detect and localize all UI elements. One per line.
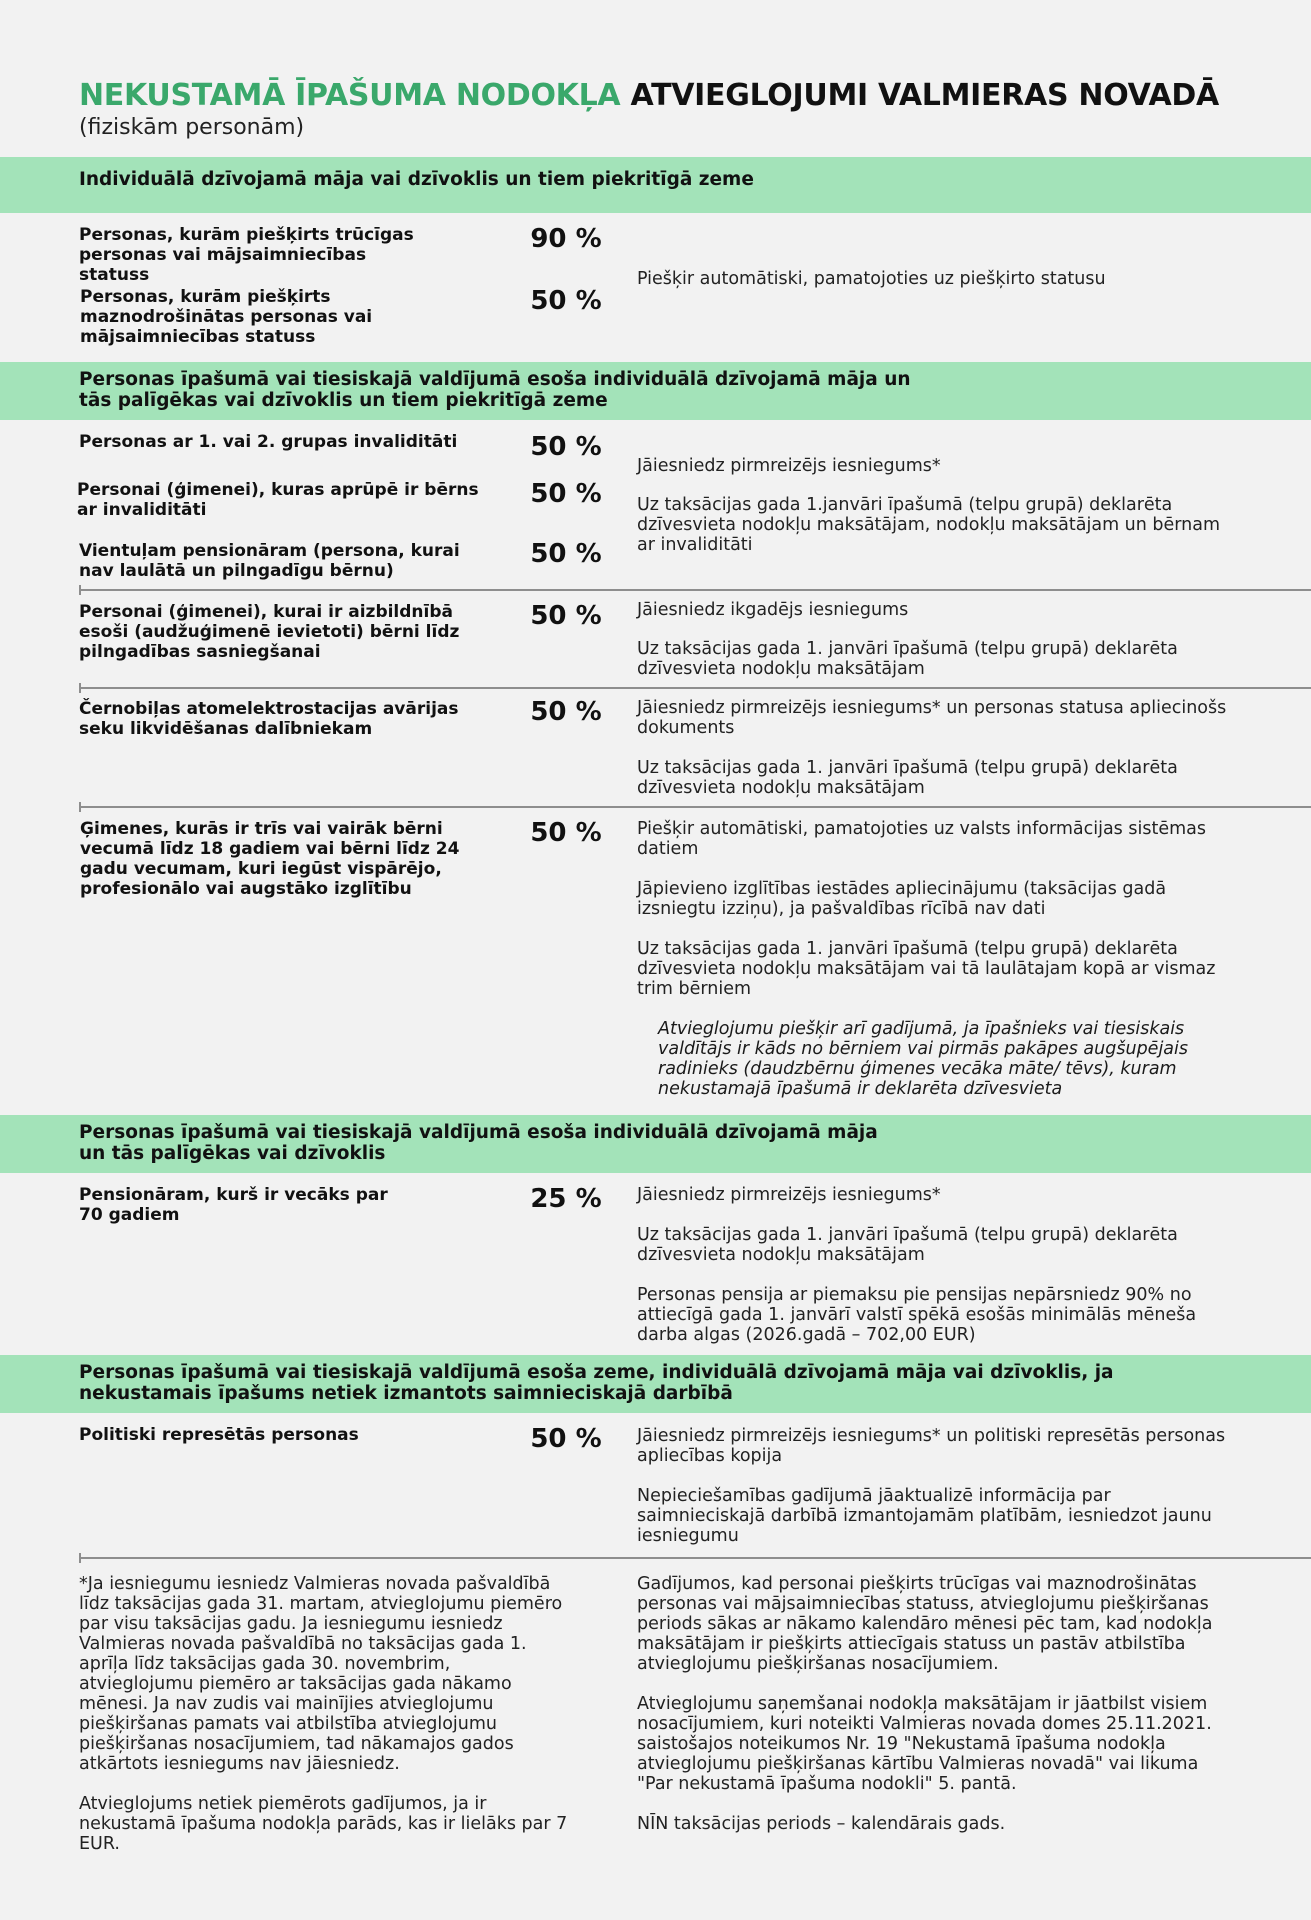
pensioner-70-label: Pensionāram, kurš ir vecāks par 70 gadiem	[79, 1185, 388, 1225]
invalidity-label: Personas ar 1. vai 2. grupas invaliditāti	[79, 432, 458, 452]
child-invalidity-percent: 50 %	[530, 479, 602, 509]
section-4-heading-line-1: Personas īpašumā vai tiesiskajā valdījumā esoša zeme, individuālā dzīvojamā māja vai dzīvoklis, ja	[79, 1362, 1114, 1383]
chernobyl-label: Černobiļas atomelektrostacijas avārijas seku likvidēšanas dalībniekam	[79, 699, 459, 739]
footer-left	[79, 1574, 569, 1874]
section-1-heading: Individuālā dzīvojamā māja vai dzīvoklis un tiem piekritīgā zeme	[79, 169, 754, 190]
section-2-heading	[79, 369, 911, 411]
page-title	[79, 78, 1219, 114]
divider	[79, 806, 1311, 808]
group-3-description-2: Uz taksācijas gada 1. janvāri īpašumā (telpu grupā) deklarēta dzīvesvieta nodokļu maksātājam	[637, 758, 1178, 798]
footer-right-paragraph-2: Atvieglojumu saņemšanai nodokļa maksātājam ir jāatbilst visiem nosacījumiem, kuri noteikti Valmieras novada domes 25.11.2021. saistošajos noteikumos Nr. 19 "Nekustamā īpašuma nodokļa atvieglojumu piešķiršanas kārtību Valmieras novadā" vai likuma "Par nekustamā īpašuma nodokli" 5. pantā.	[637, 1694, 1212, 1794]
section-1-row-1-label: Personas, kurām piešķirts trūcīgas personas vai mājsaimniecības statuss	[79, 225, 414, 285]
section-4-heading	[79, 1362, 1114, 1404]
footer-left-paragraph-1: *Ja iesniegumu iesniedz Valmieras novada pašvaldībā līdz taksācijas gada 31. martam, atvieglojumu piemēro par visu taksācijas gadu. Ja iesniegumu iesniedz Valmieras novada pašvaldībā no taksācijas gada 1. aprīļa līdz taksācijas gada 30. novembrim, atvieglojumu piemēro ar taksācijas gada nākamo mēnesi. Ja nav zudis vai mainījies atvieglojumu piešķiršanas pamats vai atbilstība atvieglojumu piešķiršanas nosacījumiem, tad nākamajos gados atkārtots iesniegums nav jāiesniedz.	[79, 1574, 563, 1774]
section-2-heading-band	[0, 362, 1311, 420]
footer-right-paragraph-3: NĪN taksācijas periods – kalendārais gads.	[637, 1814, 1006, 1834]
section-4-description-2: Nepieciešamības gadījumā jāaktualizē informācija par saimnieciskajā darbībā izmantojamām platībām, iesniedzot jaunu iesniegumu	[637, 1486, 1212, 1546]
group-4-note: Atvieglojumu piešķir arī gadījumā, ja īpašnieks vai tiesiskais valdītājs ir kāds no bērniem vai pirmās pakāpes augšupējais radinieks (daudzbērnu ģimenes vecāka māte/ tēvs), kuram nekustamajā īpašumā ir deklarēta dzīvesvieta	[658, 1019, 1189, 1099]
title-rest: ATVIEGLOJUMI VALMIERAS NOVADĀ	[630, 78, 1219, 113]
section-1-row-1-percent: 90 %	[530, 224, 602, 254]
repressed-persons-label: Politiski represētās personas	[79, 1425, 359, 1445]
section-1-row-2-label: Personas, kurām piešķirts maznodrošinātas personas vai mājsaimniecības statuss	[80, 287, 373, 347]
section-3-description-3: Personas pensija ar piemaksu pie pensijas nepārsniedz 90% no attiecīgā gada 1. janvārī valstī spēkā esošās minimālās mēneša darba algas (2026.gadā – 702,00 EUR)	[637, 1285, 1197, 1345]
section-3-heading	[79, 1122, 878, 1164]
section-1-row-2-percent: 50 %	[530, 286, 602, 316]
group-4-description-2: Jāpievieno izglītības iestādes apliecinājumu (taksācijas gadā izsniegtu izziņu), ja pašvaldības rīcībā nav dati	[637, 879, 1167, 919]
section-4-heading-band	[0, 1355, 1311, 1413]
section-3-heading-line-2: un tās palīgēkas vai dzīvoklis	[79, 1143, 386, 1164]
divider	[79, 1557, 1311, 1559]
divider	[79, 687, 1311, 689]
section-3-description-1: Jāiesniedz pirmreizējs iesniegums*	[637, 1185, 941, 1205]
repressed-persons-percent: 50 %	[530, 1424, 602, 1454]
group-2-description-2: Uz taksācijas gada 1. janvāri īpašumā (telpu grupā) deklarēta dzīvesvieta nodokļu maksātājam	[637, 639, 1178, 679]
invalidity-percent: 50 %	[530, 432, 602, 462]
page-subtitle: (fiziskām personām)	[79, 115, 305, 140]
lonely-pensioner-percent: 50 %	[530, 539, 602, 569]
group-4-description-3: Uz taksācijas gada 1. janvāri īpašumā (telpu grupā) deklarēta dzīvesvieta nodokļu maksātājam vai tā laulātajam kopā ar vismaz trim bērniem	[637, 939, 1216, 999]
title-highlight: NEKUSTAMĀ ĪPAŠUMA NODOKĻA	[79, 78, 621, 113]
section-2-heading-line-2: tās palīgēkas vai dzīvoklis un tiem piekritīgā zeme	[79, 390, 608, 411]
section-3-heading-line-1: Personas īpašumā vai tiesiskajā valdījumā esoša individuālā dzīvojamā māja	[79, 1122, 878, 1143]
section-1-description: Piešķir automātiski, pamatojoties uz piešķirto statusu	[637, 269, 1106, 289]
page-header	[79, 78, 1219, 141]
guardianship-label: Personai (ģimenei), kurai ir aizbildnībā esoši (audžuģimenē ievietoti) bērni līdz pilngadības sasniegšanai	[79, 602, 460, 662]
group-3-description-1: Jāiesniedz pirmreizējs iesniegums* un personas statusa apliecinošs dokuments	[637, 698, 1227, 738]
divider	[79, 589, 1311, 591]
group-4-description-1: Piešķir automātiski, pamatojoties uz valsts informācijas sistēmas datiem	[637, 819, 1206, 859]
footer-right-paragraph-1: Gadījumos, kad personai piešķirts trūcīgas vai maznodrošinātas personas vai mājsaimniecības statuss, atvieglojumu piešķiršanas periods sākas ar nākamo kalendāro mēnesi pēc tam, kad nodokļa maksātājam ir piešķirts attiecīgais statuss un pastāv atbilstība atvieglojumu piešķiršanas nosacījumiem.	[637, 1574, 1213, 1674]
group-2-description-1: Jāiesniedz ikgadējs iesniegums	[637, 600, 909, 620]
footer-left-paragraph-2: Atvieglojums netiek piemērots gadījumos, ja ir nekustamā īpašuma nodokļa parāds, kas ir lielāks par 7 EUR.	[79, 1794, 568, 1854]
pensioner-70-percent: 25 %	[530, 1184, 602, 1214]
section-3-description-2: Uz taksācijas gada 1. janvāri īpašumā (telpu grupā) deklarēta dzīvesvieta nodokļu maksātājam	[637, 1225, 1178, 1265]
group-1-description-2: Uz taksācijas gada 1.janvāri īpašumā (telpu grupā) deklarēta dzīvesvieta nodokļu maksātājam, nodokļu maksātājam un bērnam ar invaliditāti	[637, 495, 1221, 555]
section-3-heading-band	[0, 1115, 1311, 1173]
large-family-label: Ģimenes, kurās ir trīs vai vairāk bērni vecumā līdz 18 gadiem vai bērni līdz 24 gadu vecumam, kuri iegūst vispārējo, profesionālo vai augstāko izglītību	[80, 819, 460, 899]
section-1-heading-band	[0, 157, 1311, 213]
group-1-description-1: Jāiesniedz pirmreizējs iesniegums*	[637, 456, 941, 476]
chernobyl-percent: 50 %	[530, 697, 602, 727]
guardianship-percent: 50 %	[530, 601, 602, 631]
large-family-percent: 50 %	[530, 818, 602, 848]
footer-right	[637, 1574, 1232, 1854]
section-4-heading-line-2: nekustamais īpašums netiek izmantots saimnieciskajā darbībā	[79, 1383, 733, 1404]
lonely-pensioner-label: Vientuļam pensionāram (persona, kurai nav laulātā un pilngadīgu bērnu)	[79, 541, 460, 581]
child-invalidity-label: Personai (ģimenei), kuras aprūpē ir bērns ar invaliditāti	[77, 480, 479, 520]
section-2-heading-line-1: Personas īpašumā vai tiesiskajā valdījumā esoša individuālā dzīvojamā māja un	[79, 369, 911, 390]
section-4-description-1: Jāiesniedz pirmreizējs iesniegums* un politiski represētās personas apliecības kopija	[637, 1426, 1226, 1466]
